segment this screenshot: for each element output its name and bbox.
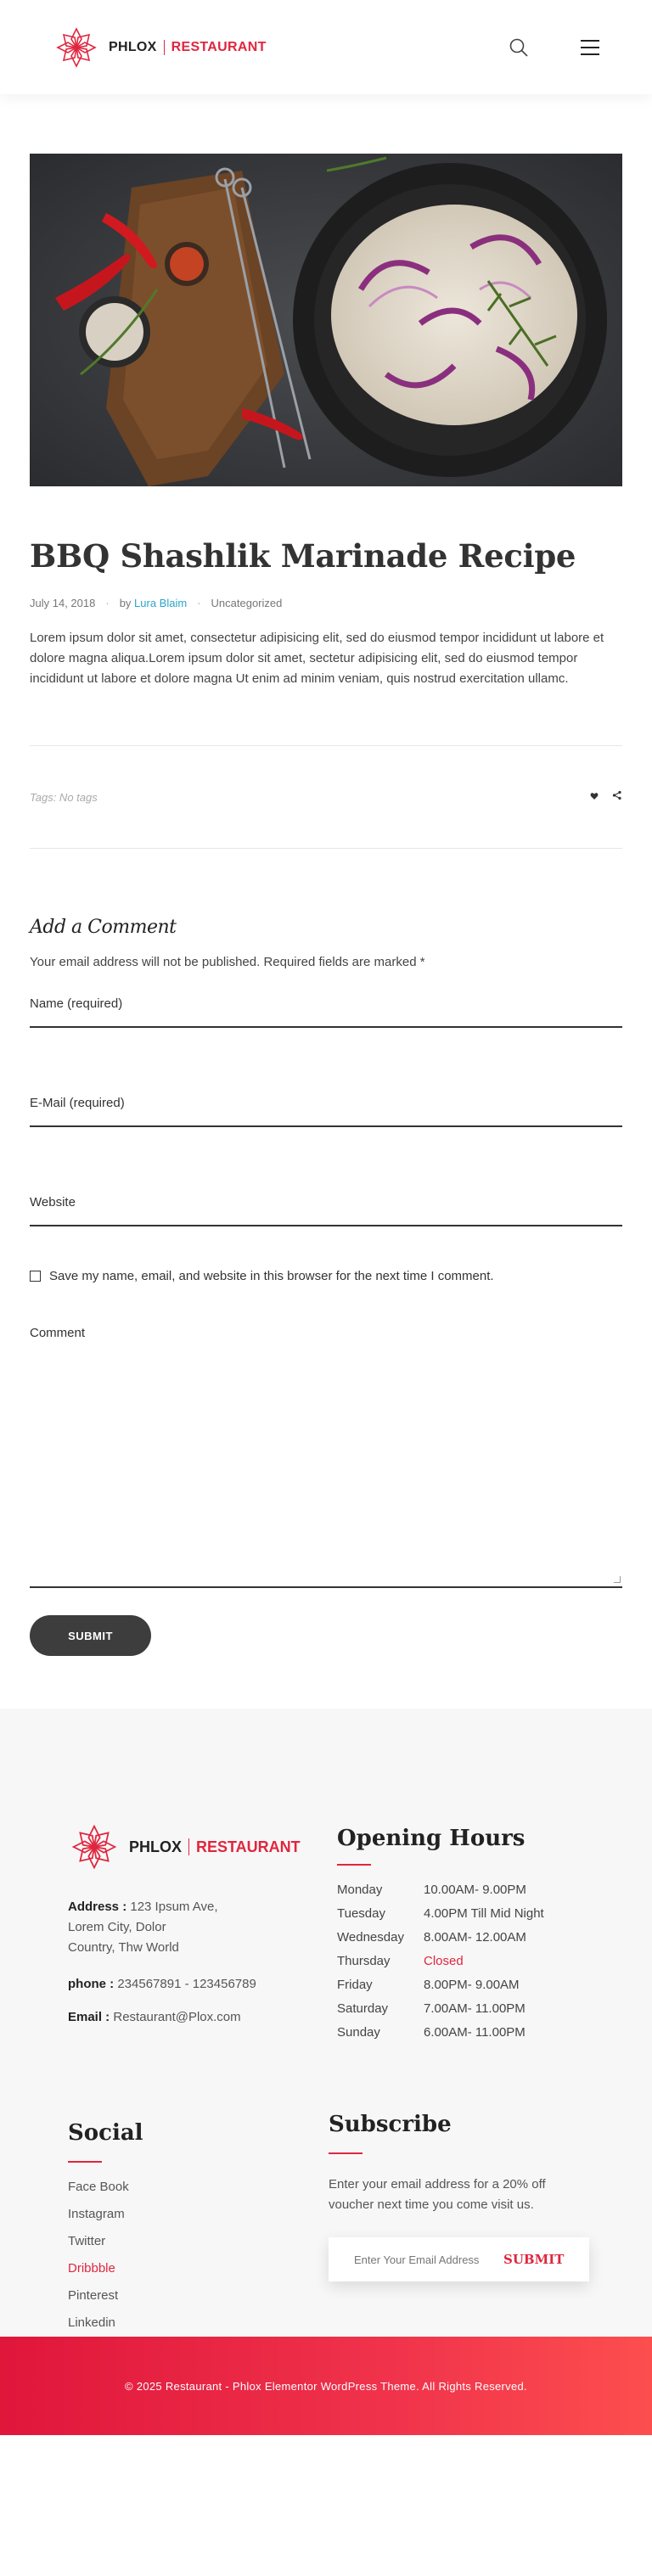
social-link-linkedin[interactable]: Linkedin <box>68 2315 115 2330</box>
hours-time: 6.00AM- 11.00PM <box>424 2024 526 2040</box>
social-link-dribbble[interactable]: Dribbble <box>68 2260 115 2276</box>
address-line-2: Lorem City, Dolor <box>68 1920 166 1934</box>
save-info-checkbox[interactable] <box>30 1271 41 1282</box>
social-link-instagram[interactable]: Instagram <box>68 2206 125 2221</box>
menu-hamburger-icon[interactable] <box>581 40 599 55</box>
subscribe-title: Subscribe <box>329 2112 452 2137</box>
social-link-facebook[interactable]: Face Book <box>68 2179 129 2194</box>
title-underline <box>337 1864 371 1866</box>
site-footer <box>0 1709 652 2435</box>
post-tags: Tags: No tags <box>30 790 98 804</box>
footer-logo-sub: RESTAURANT <box>196 1838 301 1855</box>
opening-hours-title: Opening Hours <box>337 1826 526 1851</box>
hours-row <box>337 1996 615 2020</box>
hours-day: Tuesday <box>337 1905 385 1921</box>
subscribe-form <box>329 2237 589 2281</box>
address-line-1: 123 Ipsum Ave, <box>130 1900 218 1914</box>
hours-time: 4.00PM Till Mid Night <box>424 1905 544 1921</box>
post-actions <box>590 789 622 805</box>
hours-time: 7.00AM- 11.00PM <box>424 2001 526 2016</box>
phone-value[interactable]: 234567891 - 123456789 <box>117 1977 256 1991</box>
logo-sub-text: RESTAURANT <box>171 39 267 54</box>
comment-notice: Your email address will not be published. Required fields are marked * <box>30 955 425 969</box>
hours-time: 8.00PM- 9.00AM <box>424 1977 520 1992</box>
comment-section-title: Add a Comment <box>30 917 177 938</box>
hours-day: Friday <box>337 1977 373 1992</box>
footer-subscribe <box>329 2112 589 2336</box>
site-header <box>0 0 652 94</box>
save-info-label: Save my name, email, and website in this browser for the next time I comment. <box>49 1269 494 1283</box>
subscribe-submit-button[interactable]: SUBMIT <box>503 2252 565 2267</box>
post-tags-bar <box>30 745 622 849</box>
footer-opening-hours <box>337 1821 615 2044</box>
post-meta <box>30 597 622 609</box>
social-link-twitter[interactable]: Twitter <box>68 2233 106 2248</box>
header-icons <box>508 36 599 59</box>
logo-flower-icon <box>53 24 100 71</box>
address-line-3: Country, Thw World <box>68 1940 179 1955</box>
post-category[interactable]: Uncategorized <box>211 597 283 609</box>
hours-time-closed: Closed <box>424 1953 464 1968</box>
post-excerpt: Lorem ipsum dolor sit amet, consectetur adipisicing elit, sed do eiusmod tempor incididunt ut labore et dolore magna aliqua.Lorem ipsum dolor sit amet, sectetur adipisicing elit, sed do eiusmod tempor incididunt ut labore et dolore magna Ut enim ad minim veniam, quis nostrud exercitation ullamc. <box>30 631 604 686</box>
website-field[interactable] <box>30 1192 622 1226</box>
submit-comment-button[interactable]: SUBMIT <box>30 1615 151 1656</box>
share-icon[interactable] <box>612 789 622 805</box>
footer-bottom-row <box>0 2112 652 2336</box>
footer-contact <box>68 1821 337 2044</box>
email-field-label: E-Mail (required) <box>30 1096 125 1110</box>
logo-brand-text: PHLOX <box>109 39 157 54</box>
hours-row <box>337 1973 615 1996</box>
logo-flower-icon <box>68 1821 121 1873</box>
footer-logo-brand: PHLOX <box>129 1838 183 1855</box>
post-featured-image <box>30 154 622 486</box>
hours-row <box>337 1901 615 1925</box>
hours-day: Thursday <box>337 1953 391 1968</box>
heart-icon[interactable] <box>590 789 599 805</box>
email-field[interactable] <box>30 1092 622 1127</box>
site-logo[interactable] <box>53 24 267 71</box>
post-author-link[interactable]: Lura Blaim <box>134 597 188 609</box>
comment-textarea[interactable] <box>30 1340 622 1588</box>
post-by-label: by <box>119 597 132 609</box>
title-underline <box>329 2152 363 2154</box>
footer-email <box>68 2010 337 2024</box>
copyright-text: © 2025 Restaurant - Phlox Elementor WordPress Theme. All Rights Reserved. <box>125 2379 527 2393</box>
comment-label: Comment <box>30 1326 86 1340</box>
email-label: Email : <box>68 2010 110 2024</box>
footer-logo[interactable] <box>68 1821 337 1873</box>
email-value[interactable]: Restaurant@Plox.com <box>113 2010 241 2024</box>
save-info-row <box>30 1269 622 1283</box>
address-label: Address : <box>68 1900 127 1914</box>
post-date[interactable]: July 14, 2018 <box>30 597 96 609</box>
hours-day: Sunday <box>337 2024 380 2040</box>
hours-row <box>337 1877 615 1901</box>
hours-day: Wednesday <box>337 1929 404 1945</box>
social-links <box>68 2173 329 2336</box>
footer-logo-separator <box>188 1838 189 1855</box>
opening-hours-table <box>337 1877 615 2044</box>
hours-time: 10.00AM- 9.00PM <box>424 1882 526 1897</box>
footer-address <box>68 1897 337 1958</box>
meta-separator: · <box>197 597 201 609</box>
hours-row <box>337 1949 615 1973</box>
footer-phone <box>68 1977 337 1991</box>
hours-day: Monday <box>337 1882 383 1897</box>
name-field[interactable] <box>30 993 622 1028</box>
website-field-label: Website <box>30 1195 76 1209</box>
post-title: BBQ Shashlik Marinade Recipe <box>30 537 576 575</box>
footer-social <box>68 2120 329 2336</box>
logo-separator <box>164 40 165 55</box>
hours-row <box>337 2020 615 2044</box>
hours-time: 8.00AM- 12.00AM <box>424 1929 526 1945</box>
hours-day: Saturday <box>337 2001 389 2016</box>
search-icon[interactable] <box>508 36 530 59</box>
social-link-pinterest[interactable]: Pinterest <box>68 2287 119 2303</box>
meta-separator: · <box>105 597 110 609</box>
phone-label: phone : <box>68 1977 115 1991</box>
hours-row <box>337 1925 615 1949</box>
subscribe-email-input[interactable] <box>354 2253 503 2266</box>
subscribe-text: Enter your email address for a 20% off voucher next time you come visit us. <box>329 2177 546 2212</box>
post-content <box>0 94 652 1656</box>
footer-top-row <box>0 1821 652 2044</box>
copyright-bar <box>0 2337 652 2435</box>
title-underline <box>68 2161 102 2163</box>
social-title: Social <box>68 2120 143 2146</box>
resize-grip-icon[interactable] <box>614 1576 621 1583</box>
name-field-label: Name (required) <box>30 996 123 1011</box>
